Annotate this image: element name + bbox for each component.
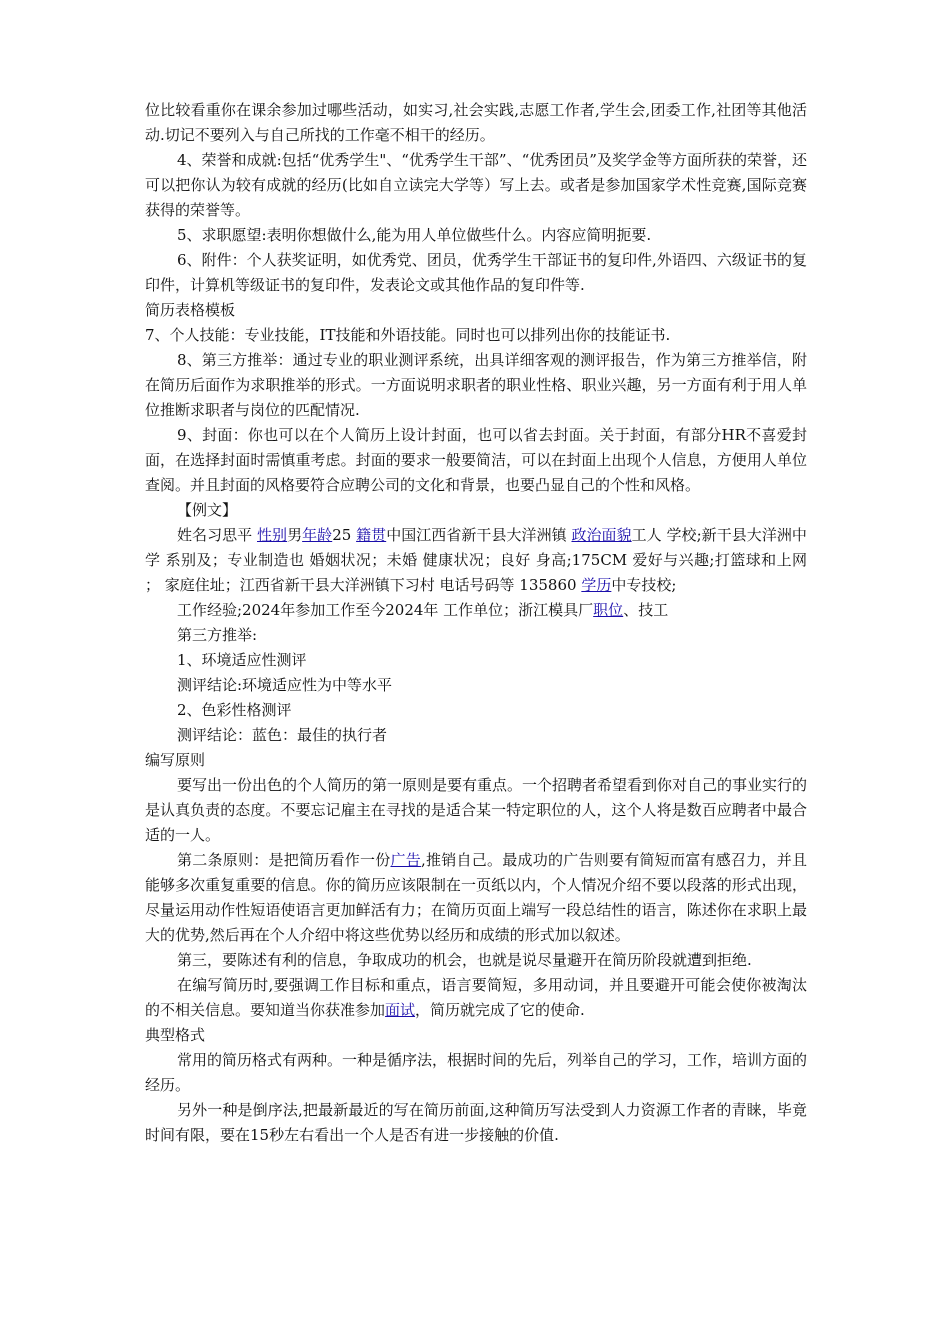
link-age[interactable]: 年龄 [302, 526, 333, 544]
example-third-party-label: 第三方推举: [177, 626, 258, 644]
paragraph-activities: 位比较看重你在课余参加过哪些活动，如实习,社会实践,志愿工作者,学生会,团委工作,社团等其他活动.切记不要列入与自己所找的工作毫不相干的经历。 [145, 101, 807, 144]
paragraph-honors: 4、荣誉和成就:包括“优秀学生"、“优秀学生干部”、“优秀团员”及奖学金等方面所获的荣誉，还可以把你认为较有成就的经历(比如自立读完大学等）写上去。或者是参加国家学术性竞赛,国际竞赛获得的荣誉等。 [145, 151, 807, 219]
section-heading-template: 简历表格模板 [145, 301, 236, 319]
link-native-place[interactable]: 籍贯 [356, 526, 387, 544]
example-personal-info: 姓名习思平 性别男年龄25 籍贯中国江西省新干县大洋洲镇 政治面貌工人 学校;新干县大洋洲中学 系别及；专业制造也 婚姻状况；未婚 健康状况；良好 身高;175CM 爱好与兴趣;打篮球和上网 ； 家庭住址；江西省新干县大洋洲镇下习村 电话号码等 135860 学历中专技校; [145, 526, 807, 594]
example-test-2-result: 测评结论：蓝色：最佳的执行者 [177, 726, 388, 744]
example-label: 【例文】 [177, 501, 238, 519]
link-position[interactable]: 职位 [593, 601, 624, 619]
example-test-1-result: 测评结论:环境适应性为中等水平 [177, 676, 393, 694]
section-heading-formats: 典型格式 [145, 1026, 206, 1044]
link-education[interactable]: 学历 [581, 576, 612, 594]
paragraph-principle-1: 要写出一份出色的个人简历的第一原则是要有重点。一个招聘者希望看到你对自己的事业实行的是认真负责的态度。不要忘记雇主在寻找的是适合某一特定职位的人，这个人将是数百应聘者中最合适的一人。 [145, 776, 808, 844]
example-test-1: 1、环境适应性测评 [177, 651, 307, 669]
document-page [145, 98, 807, 1148]
link-gender[interactable]: 性别 [257, 526, 288, 544]
link-advertisement[interactable]: 广告 [390, 851, 421, 869]
example-work-experience: 工作经验;2024年参加工作至今2024年 工作单位；浙江模具厂职位、技工 [177, 601, 669, 619]
paragraph-job-wish: 5、求职愿望:表明你想做什么,能为用人单位做些什么。内容应简明扼要. [177, 226, 652, 244]
paragraph-cover: 9、封面：你也可以在个人简历上设计封面，也可以省去封面。关于封面，有部分HR不喜爱封面，在选择封面时需慎重考虑。封面的要求一般要简洁，可以在封面上出现个人信息，方便用人单位查阅。并且封面的风格要符合应聘公司的文化和背景，也要凸显自己的个性和风格。 [145, 426, 807, 494]
paragraph-skills: 7、个人技能：专业技能，IT技能和外语技能。同时也可以排列出你的技能证书. [145, 326, 671, 344]
paragraph-format-chronological: 常用的简历格式有两种。一种是循序法，根据时间的先后，列举自己的学习，工作，培训方面的经历。 [145, 1051, 808, 1094]
paragraph-format-reverse: 另外一种是倒序法,把最新最近的写在简历前面,这种简历写法受到人力资源工作者的青睐，毕竟时间有限，要在15秒左右看出一个人是否有进一步接触的价值. [145, 1101, 807, 1144]
link-interview[interactable]: 面试 [385, 1001, 416, 1019]
paragraph-principle-3: 第三，要陈述有利的信息，争取成功的机会，也就是说尽量避开在简历阶段就遭到拒绝. [177, 951, 752, 969]
paragraph-principle-2: 第二条原则：是把简历看作一份广告,推销自己。最成功的广告则要有简短而富有感召力，并且能够多次重复重要的信息。你的简历应该限制在一页纸以内，个人情况介绍不要以段落的形式出现，尽量运用动作性短语使语言更加鲜活有力；在简历页面上端写一段总结性的语言，陈述你在求职上最大的优势,然后再在个人介绍中将这些优势以经历和成绩的形式加以叙述。 [145, 851, 807, 944]
paragraph-attachments: 6、附件：个人获奖证明，如优秀党、团员，优秀学生干部证书的复印件,外语四、六级证书的复印件，计算机等级证书的复印件，发表论文或其他作品的复印件等. [145, 251, 807, 294]
paragraph-third-party: 8、第三方推举：通过专业的职业测评系统，出具详细客观的测评报告，作为第三方推举信，附在简历后面作为求职推举的形式。一方面说明求职者的职业性格、职业兴趣，另一方面有利于用人单位推断求职者与岗位的匹配情况. [145, 351, 807, 419]
section-heading-principles: 编写原则 [145, 751, 206, 769]
link-political-status[interactable]: 政治面貌 [571, 526, 632, 544]
paragraph-writing-tips: 在编写简历时,要强调工作目标和重点，语言要简短，多用动词，并且要避开可能会使你被淘汰的不相关信息。要知道当你获准参加面试，简历就完成了它的使命. [145, 976, 807, 1019]
example-test-2: 2、色彩性格测评 [177, 701, 292, 719]
